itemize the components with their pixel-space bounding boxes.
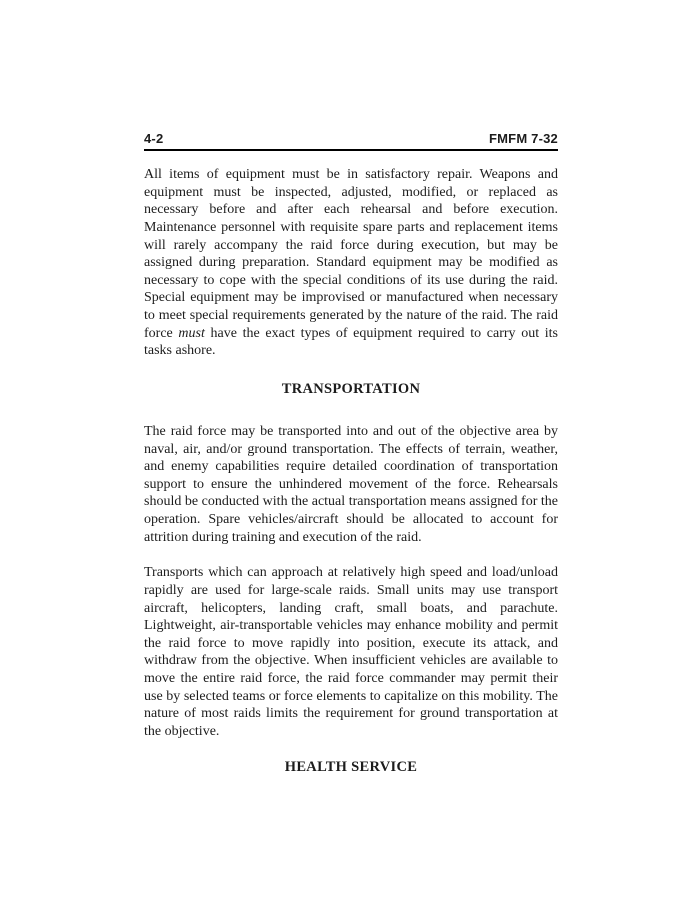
paragraph-equipment bbox=[144, 166, 558, 360]
paragraph-text-segment: All items of equipment must be in satisfactory repair. Weapons and equipment must be inspected, adjusted, modified, or replaced as necessary before and after each rehearsal and before execution. Maintenance personnel with requisite spare parts and replacement items will rarely accompany the raid force during execution, but may be assigned during preparation. Standard equipment may be modified as necessary to cope with the special conditions of its use during the raid. Special equipment may be improvised or manufactured when necessary to meet special requirements generated by the nature of the raid. The raid force bbox=[144, 167, 558, 341]
paragraph-text-segment: have the exact types of equipment required to carry out its tasks ashore. bbox=[144, 325, 558, 359]
document-code: FMFM 7-32 bbox=[489, 131, 558, 146]
paragraph-transportation-1: The raid force may be transported into and out of the objective area by naval, air, and/or ground transportation. The effects of terrain, weather, and enemy capabilities require detailed coordination of transportation support to ensure the unhindered movement of the force. Rehearsals should be conducted with the actual transportation means assigned for the operation. Spare vehicles/aircraft should be allocated to account for attrition during training and execution of the raid. bbox=[144, 423, 558, 545]
page-content bbox=[144, 131, 558, 776]
section-heading-health-service: HEALTH SERVICE bbox=[284, 758, 418, 775]
paragraph-transportation-2: Transports which can approach at relatively high speed and load/unload rapidly are used for large-scale raids. Small units may use transport aircraft, helicopters, landing craft, small boats, and parachute. Lightweight, air-transportable vehicles may enhance mobility and permit the raid force to move rapidly into position, execute its attack, and withdraw from the objective. When insufficient vehicles are available to move the entire raid force, the raid force commander may permit their use by selected teams or force elements to capitalize on this mobility. The nature of most raids limits the requirement for ground transportation at the objective. bbox=[144, 565, 558, 739]
page-number: 4-2 bbox=[144, 131, 164, 146]
section-heading-transportation: TRANSPORTATION bbox=[281, 380, 421, 397]
emphasized-word: must bbox=[178, 325, 205, 341]
page-header bbox=[144, 131, 558, 151]
